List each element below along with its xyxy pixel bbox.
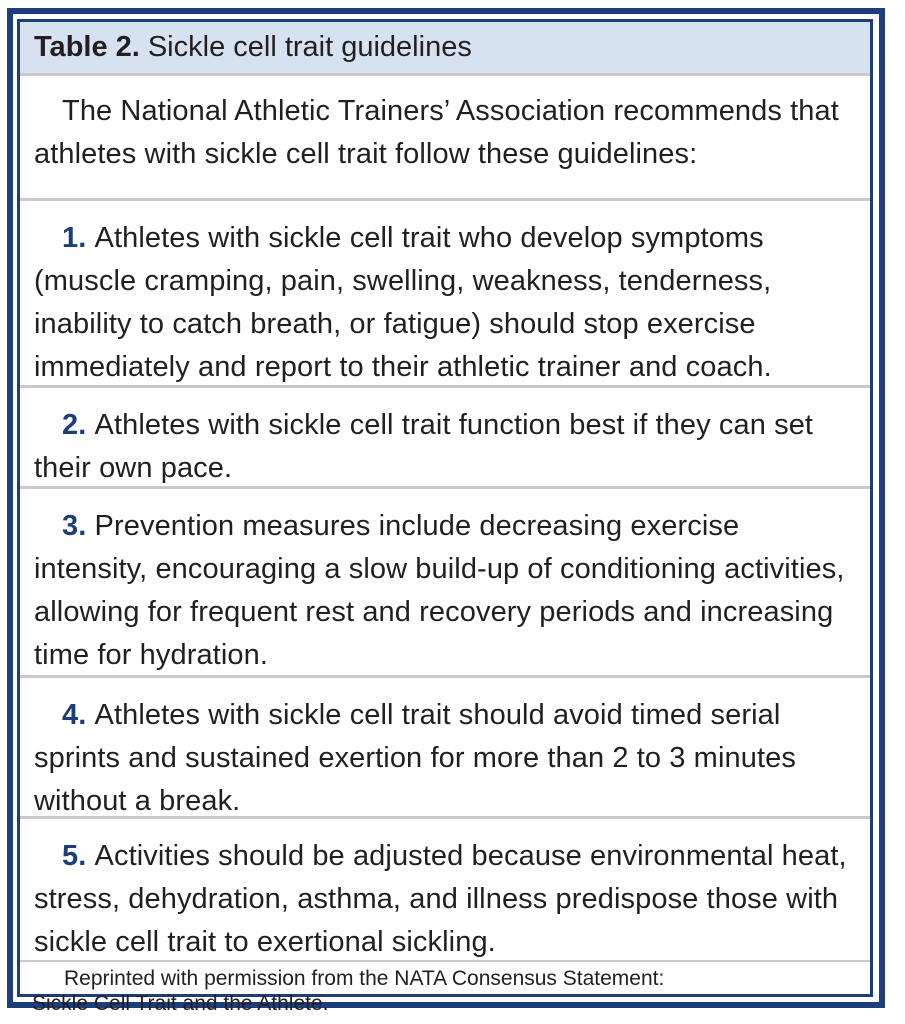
table-title: Sickle cell trait guidelines [147, 31, 472, 63]
guideline-item-4 [20, 678, 870, 819]
table-label: Table 2. [34, 31, 140, 63]
guidelines-table [17, 19, 873, 1015]
table-header [20, 22, 870, 76]
guideline-text: Athletes with sickle cell trait function best if they can set their own pace. [34, 409, 814, 484]
guideline-item-5 [20, 819, 870, 962]
intro-section [20, 76, 870, 201]
guideline-item-3 [20, 489, 870, 678]
guideline-item-2 [20, 388, 870, 489]
guideline-number: 4. [62, 699, 95, 731]
guideline-text: Athletes with sickle cell trait who develop symptoms (muscle cramping, pain, swelling, weakness, tenderness, inability to catch breath, or fatigue) should stop exercise immediately and report to their athletic trainer and coach. [34, 222, 772, 383]
guideline-number: 1. [62, 222, 95, 254]
intro-text: The National Athletic Trainers’ Association recommends that athletes with sickle cell trait follow these guidelines: [34, 95, 839, 170]
credit-note [20, 962, 870, 1016]
guideline-number: 2. [62, 409, 95, 441]
guideline-text: Athletes with sickle cell trait should avoid timed serial sprints and sustained exertion for more than 2 to 3 minutes without a break. [34, 699, 796, 817]
credit-line-1: Reprinted with permission from the NATA Consensus Statement: [64, 967, 665, 990]
guideline-number: 3. [62, 510, 95, 542]
guideline-text: Prevention measures include decreasing exercise intensity, encouraging a slow build-up of conditioning activities, allowing for frequent rest and recovery periods and increasing time for hydration. [34, 510, 845, 671]
guideline-item-1 [20, 201, 870, 388]
guideline-text: Activities should be adjusted because environmental heat, stress, dehydration, asthma, and illness predispose those with sickle cell trait to exertional sickling. [34, 840, 847, 958]
guideline-number: 5. [62, 840, 95, 872]
credit-line-2: Sickle Cell Trait and the Athlete. [32, 992, 329, 1015]
